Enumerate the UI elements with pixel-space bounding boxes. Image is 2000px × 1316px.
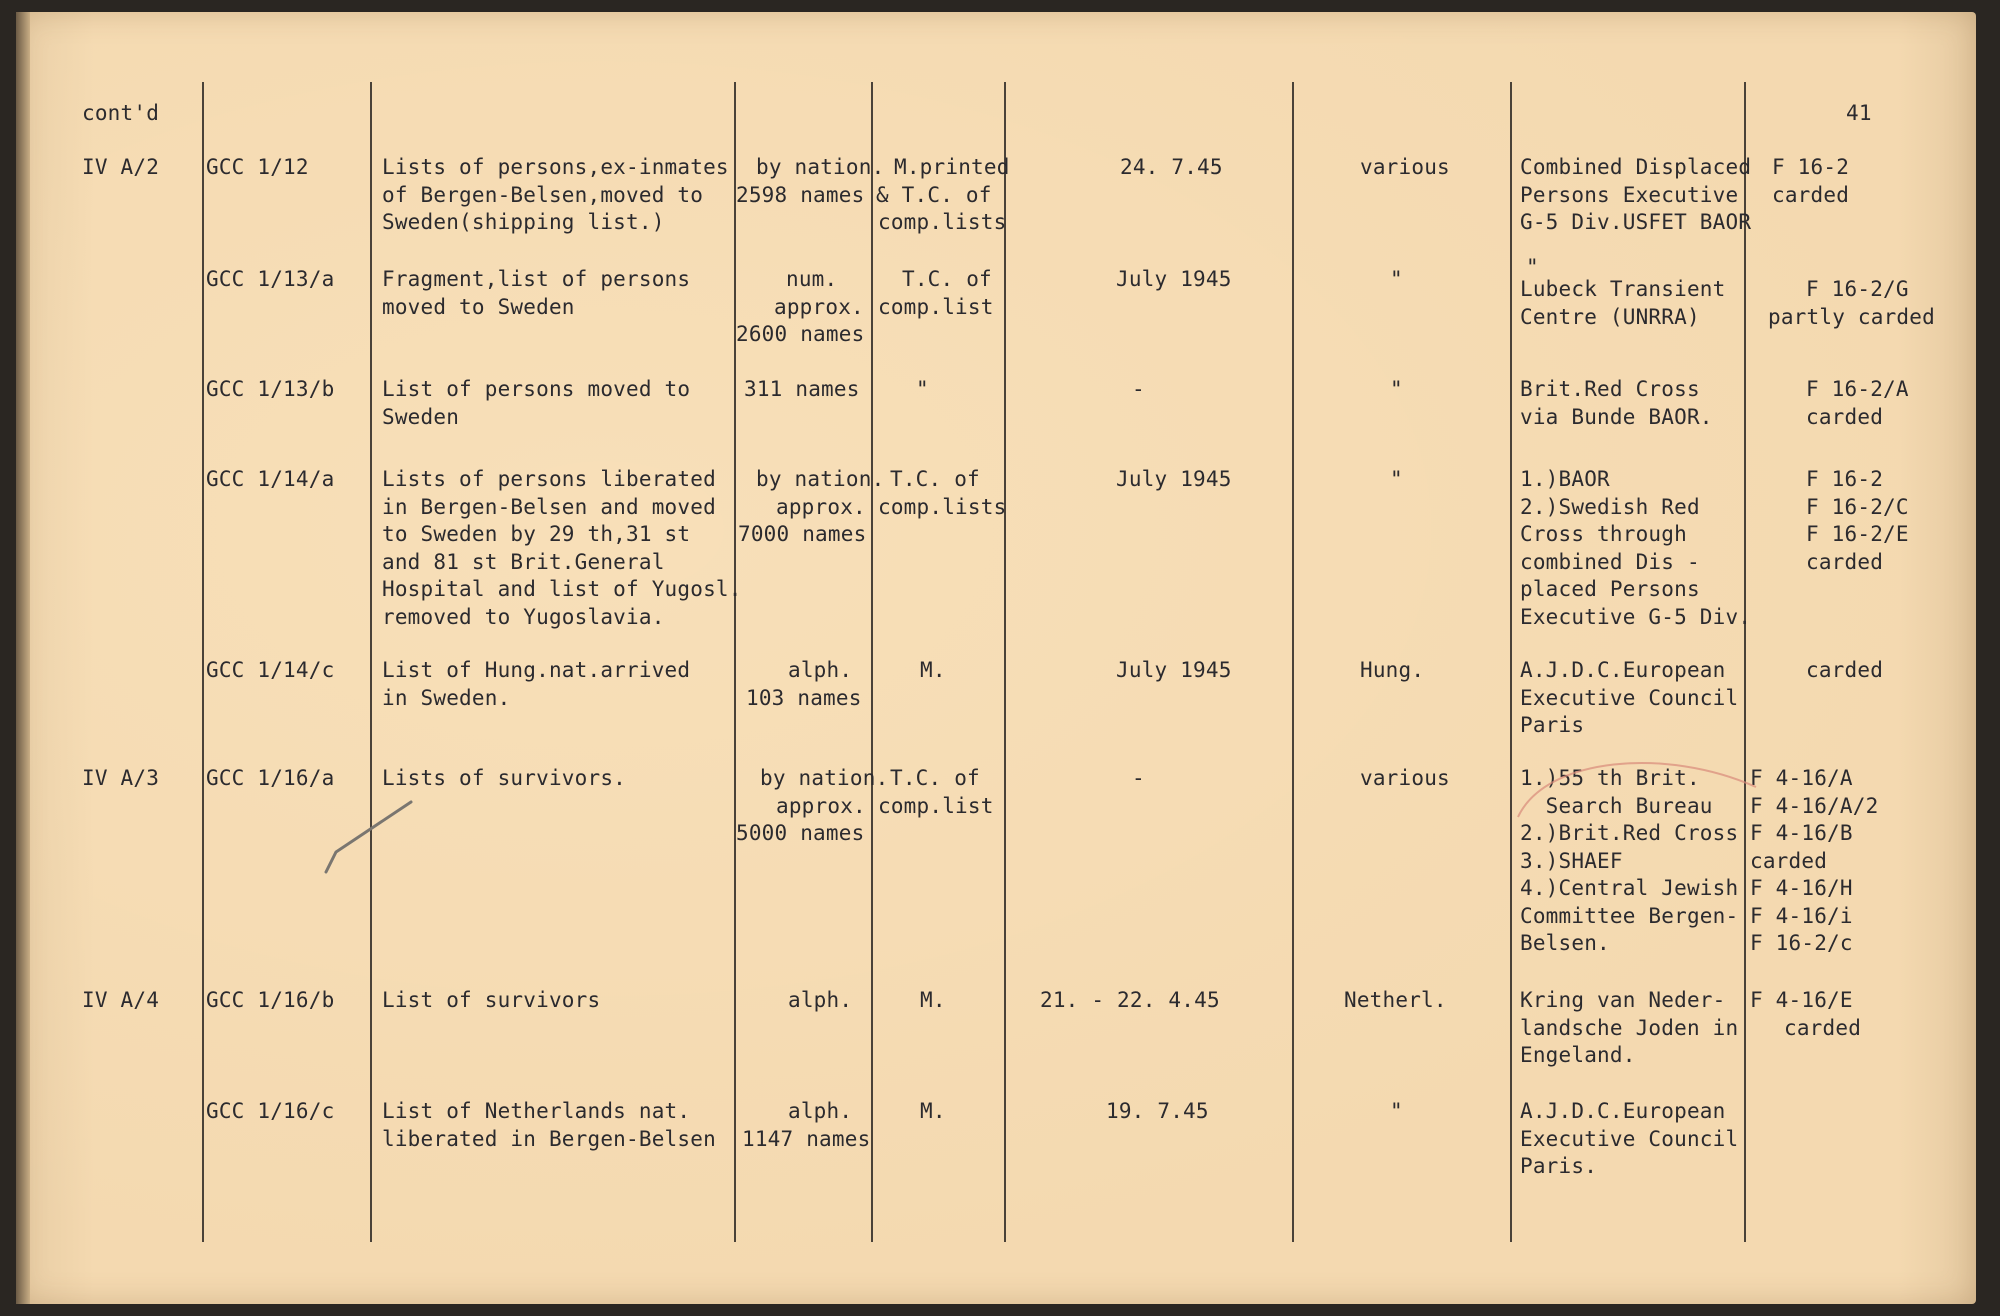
source-line: G-5 Div.USFET BAOR [1520,210,1752,234]
type-line: M. [920,658,946,682]
nationality-value: Netherl. [1344,988,1447,1012]
description-line: and 81 st Brit.General [382,549,665,574]
source-line: Engeland. [1520,1043,1636,1067]
type-line: M. [920,1099,946,1123]
arrangement-line: 1147 names [742,1126,871,1151]
source-line: Paris. [1520,1154,1598,1178]
description-line: Lists of survivors. [382,766,627,790]
description-line: to Sweden by 29 th,31 st [382,522,691,546]
nationality-value: various [1360,766,1450,790]
reference-code: GCC 1/16/c [206,1099,335,1123]
pencil-check-mark [316,782,436,882]
description-line: Lists of persons,ex-inmates [382,155,729,179]
source-line: Belsen. [1520,931,1610,955]
description-line: Fragment,list of persons [382,267,691,291]
date-value: July 1945 [1116,467,1232,491]
description-line: List of Netherlands nat. [382,1099,691,1123]
arrangement-line: 2598 names [736,182,865,207]
arrangement-line: 311 names [744,377,860,401]
source-line: Brit.Red Cross [1520,377,1700,401]
type-line: M.printed [894,155,1010,179]
column-rule [1744,82,1746,1242]
source-line: 3.)SHAEF [1520,848,1623,873]
column-rule [1292,82,1294,1242]
reference-code: GCC 1/14/a [206,467,335,491]
file-line: F 16-2/G [1806,277,1909,301]
source-line: 2.)Brit.Red Cross [1520,821,1739,845]
type-line: comp.lists [878,494,1007,519]
source-line: Lubeck Transient [1520,277,1726,301]
file-line: carded [1806,404,1884,429]
file-line: F 4-16/A [1750,766,1853,790]
source-line: 4.)Central Jewish [1520,876,1739,900]
column-rule [1004,82,1006,1242]
column-rule [871,82,873,1242]
date-value: 24. 7.45 [1120,155,1223,179]
reference-code: GCC 1/16/b [206,988,335,1012]
source-line: Combined Displaced [1520,155,1752,179]
column-rule [1510,82,1512,1242]
nationality-value: " [1390,377,1403,401]
document-page [16,12,1976,1304]
column-rule [734,82,736,1242]
source-line: Executive Council [1520,1126,1739,1151]
nationality-value: " [1390,467,1403,491]
source-line: via Bunde BAOR. [1520,404,1713,429]
arrangement-line: approx. [776,793,866,818]
source-line: Persons Executive [1520,182,1739,207]
file-line: F 16-2 [1806,467,1884,491]
file-line: F 16-2 [1772,155,1850,179]
file-line: carded [1784,1015,1862,1040]
source-line: Executive Council [1520,685,1739,710]
type-line: comp.list [878,793,994,818]
column-rule [202,82,204,1242]
type-line: T.C. of [890,766,980,790]
arrangement-line: approx. [776,494,866,519]
file-line: F 4-16/A/2 [1750,793,1879,818]
file-line: F 4-16/i [1750,903,1853,928]
description-line: Lists of persons liberated [382,467,716,491]
arrangement-line: by nation. [756,155,885,179]
source-line: A.J.D.C.European [1520,658,1726,682]
arrangement-line: 7000 names [738,522,867,546]
red-pencil-arc [1506,747,1766,827]
nationality-value: Hung. [1360,658,1425,682]
contd-label: cont'd [82,101,160,125]
source-line: 1.)55 th Brit. [1520,766,1700,790]
description-line: Sweden [382,404,460,429]
reference-code: GCC 1/16/a [206,766,335,790]
description-line: List of persons moved to [382,377,691,401]
type-line: T.C. of [902,267,992,291]
nationality-value: " [1390,1099,1403,1123]
file-line: F 4-16/H [1750,876,1853,900]
description-line: Sweden(shipping list.) [382,210,665,234]
file-line: carded [1806,658,1884,682]
arrangement-line: num. [786,267,838,291]
arrangement-line: 5000 names [736,821,865,845]
file-line: carded [1772,182,1850,207]
source-line: A.J.D.C.European [1520,1099,1726,1123]
file-line: carded [1750,848,1828,873]
source-line: placed Persons [1520,577,1700,601]
date-value: - [1132,766,1145,790]
reference-code: GCC 1/13/a [206,267,335,291]
arrangement-line: alph. [788,1099,853,1123]
source-line: 1.)BAOR [1520,467,1610,491]
source-line: Search Bureau [1520,793,1713,818]
source-line: combined Dis - [1520,549,1700,574]
description-line: liberated in Bergen-Belsen [382,1126,716,1151]
source-line: Centre (UNRRA) [1520,304,1700,329]
description-line: in Sweden. [382,685,511,710]
file-line: F 16-2/A [1806,377,1909,401]
column-rule [370,82,372,1242]
description-line: List of Hung.nat.arrived [382,658,691,682]
description-line: removed to Yugoslavia. [382,604,665,629]
source-line: Executive G-5 Div. [1520,604,1752,629]
file-line: F 16-2/E [1806,522,1909,546]
source-line: 2.)Swedish Red [1520,494,1700,519]
section-code: IV A/4 [82,988,160,1012]
arrangement-line: 103 names [746,685,862,710]
nationality-value: various [1360,155,1450,179]
arrangement-line: alph. [788,658,853,682]
description-line: in Bergen-Belsen and moved [382,494,716,519]
description-line: of Bergen-Belsen,moved to [382,182,704,207]
date-value: 21. - 22. 4.45 [1040,988,1220,1012]
reference-code: GCC 1/12 [206,155,309,179]
source-line: landsche Joden in [1520,1015,1739,1040]
description-line: List of survivors [382,988,601,1012]
type-line: M. [920,988,946,1012]
arrangement-line: by nation. [760,766,889,790]
file-line: F 16-2/c [1750,931,1853,955]
source-line: Committee Bergen- [1520,903,1739,928]
arrangement-line: by nation. [756,467,885,491]
book-binding [16,12,30,1304]
type-line: T.C. of [890,467,980,491]
section-code: IV A/2 [82,155,160,179]
file-line: partly carded [1768,304,1935,329]
date-value: July 1945 [1116,658,1232,682]
source-line: Paris [1520,713,1585,737]
type-line: comp.lists [878,210,1007,234]
date-value: - [1132,377,1145,401]
nationality-value: " [1390,267,1403,291]
description-line: moved to Sweden [382,294,575,319]
type-line: comp.list [878,294,994,319]
type-line: " [916,377,929,401]
source-line: Kring van Neder- [1520,988,1726,1012]
reference-code: GCC 1/14/c [206,658,335,682]
type-line: & T.C. of [876,182,992,207]
source-line: " [1526,255,1539,279]
file-line: F 4-16/B [1750,821,1853,845]
arrangement-line: alph. [788,988,853,1012]
description-line: Hospital and list of Yugosl. [382,577,742,601]
date-value: July 1945 [1116,267,1232,291]
reference-code: GCC 1/13/b [206,377,335,401]
file-line: F 4-16/E [1750,988,1853,1012]
source-line: Cross through [1520,522,1687,546]
file-line: F 16-2/C [1806,494,1909,519]
section-code: IV A/3 [82,766,160,790]
arrangement-line: approx. [774,294,864,319]
file-line: carded [1806,549,1884,574]
date-value: 19. 7.45 [1106,1099,1209,1123]
page-number: 41 [1846,101,1872,125]
arrangement-line: 2600 names [736,322,865,346]
